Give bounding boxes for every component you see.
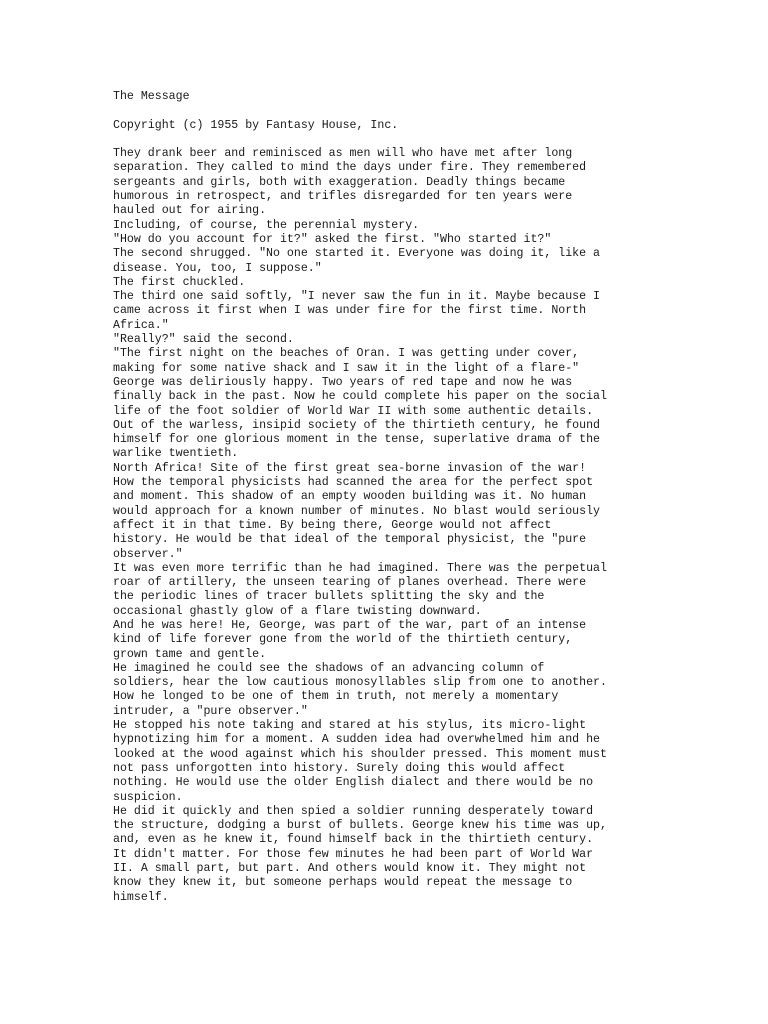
text-line: soldiers, hear the low cautious monosyllables slip from one to another. — [113, 676, 607, 690]
text-line: The first chuckled. — [113, 275, 246, 289]
text-line: looked at the wood against which his shoulder pressed. This moment must — [113, 747, 607, 761]
text-line: The third one said softly, "I never saw the fun in it. Maybe because I — [113, 290, 601, 304]
text-line: Out of the warless, insipid society of the thirtieth century, he found — [113, 418, 601, 432]
document-page — [113, 90, 673, 905]
text-line: separation. They called to mind the days under fire. They remembered — [113, 161, 587, 175]
text-line: He imagined he could see the shadows of an advancing column of — [113, 661, 545, 675]
text-line: hypnotizing him for a moment. A sudden idea had overwhelmed him and he — [113, 733, 601, 747]
text-line: Africa." — [113, 318, 169, 332]
text-line: life of the foot soldier of World War II with some authentic details. — [113, 404, 594, 418]
text-line: North Africa! Site of the first great sea-borne invasion of the war! — [113, 461, 587, 475]
text-line: know they knew it, but someone perhaps would repeat the message to — [113, 876, 573, 890]
text-line: How the temporal physicists had scanned the area for the perfect spot — [113, 476, 594, 490]
text-line: How he longed to be one of them in truth, not merely a momentary — [113, 690, 559, 704]
text-line: suspicion. — [113, 790, 183, 804]
text-line: history. He would be that ideal of the temporal physicist, the "pure — [113, 533, 587, 547]
text-line: kind of life forever gone from the world of the thirtieth century, — [113, 633, 573, 647]
text-line: observer." — [113, 547, 183, 561]
text-line: And he was here! He, George, was part of the war, part of an intense — [113, 618, 587, 632]
text-line: and moment. This shadow of an empty wooden building was it. No human — [113, 490, 587, 504]
text-line: "The first night on the beaches of Oran. I was getting under cover, — [113, 347, 580, 361]
text-line: would approach for a known number of minutes. No blast would seriously — [113, 504, 601, 518]
text-line: the structure, dodging a burst of bullets. George knew his time was up, — [113, 819, 607, 833]
text-line: "Really?" said the second. — [113, 333, 294, 347]
text-line: affect it in that time. By being there, George would not affect — [113, 518, 552, 532]
text-line: humorous in retrospect, and trifles disregarded for ten years were — [113, 190, 573, 204]
text-line: grown tame and gentle. — [113, 647, 267, 661]
document-title: The Message — [113, 90, 190, 103]
text-line: It didn't matter. For those few minutes he had been part of World War — [113, 847, 594, 861]
text-line: Including, of course, the perennial mystery. — [113, 218, 420, 232]
text-line: roar of artillery, the unseen tearing of planes overhead. There were — [113, 576, 587, 590]
text-line: hauled out for airing. — [113, 204, 267, 218]
text-line: occasional ghastly glow of a flare twisting downward. — [113, 604, 482, 618]
text-line: disease. You, too, I suppose." — [113, 261, 322, 275]
text-line: George was deliriously happy. Two years of red tape and now he was — [113, 375, 573, 389]
text-line: himself for one glorious moment in the tense, superlative drama of the — [113, 433, 601, 447]
text-line: the periodic lines of tracer bullets splitting the sky and the — [113, 590, 545, 604]
text-line: finally back in the past. Now he could complete his paper on the social — [113, 390, 607, 404]
text-line: "How do you account for it?" asked the first. "Who started it?" — [113, 232, 552, 246]
text-line: not pass unforgotten into history. Surely doing this would affect — [113, 761, 566, 775]
text-line: nothing. He would use the older English dialect and there would be no — [113, 776, 594, 790]
story-body — [113, 147, 673, 905]
text-line: The second shrugged. "No one started it. Everyone was doing it, like a — [113, 247, 601, 261]
text-line: He stopped his note taking and stared at his stylus, its micro-light — [113, 719, 587, 733]
text-line: It was even more terrific than he had imagined. There was the perpetual — [113, 561, 607, 575]
text-line: warlike twentieth. — [113, 447, 239, 461]
copyright-notice: Copyright (c) 1955 by Fantasy House, Inc. — [113, 118, 399, 132]
text-line: They drank beer and reminisced as men will who have met after long — [113, 147, 573, 161]
text-line: himself. — [113, 890, 169, 904]
text-line: and, even as he knew it, found himself back in the thirtieth century. — [113, 833, 594, 847]
text-line: intruder, a "pure observer." — [113, 704, 308, 718]
text-line: came across it first when I was under fire for the first time. North — [113, 304, 587, 318]
text-line: II. A small part, but part. And others would know it. They might not — [113, 862, 587, 876]
text-line: making for some native shack and I saw it in the light of a flare-" — [113, 361, 580, 375]
text-line: He did it quickly and then spied a soldier running desperately toward — [113, 804, 594, 818]
text-line: sergeants and girls, both with exaggeration. Deadly things became — [113, 175, 566, 189]
